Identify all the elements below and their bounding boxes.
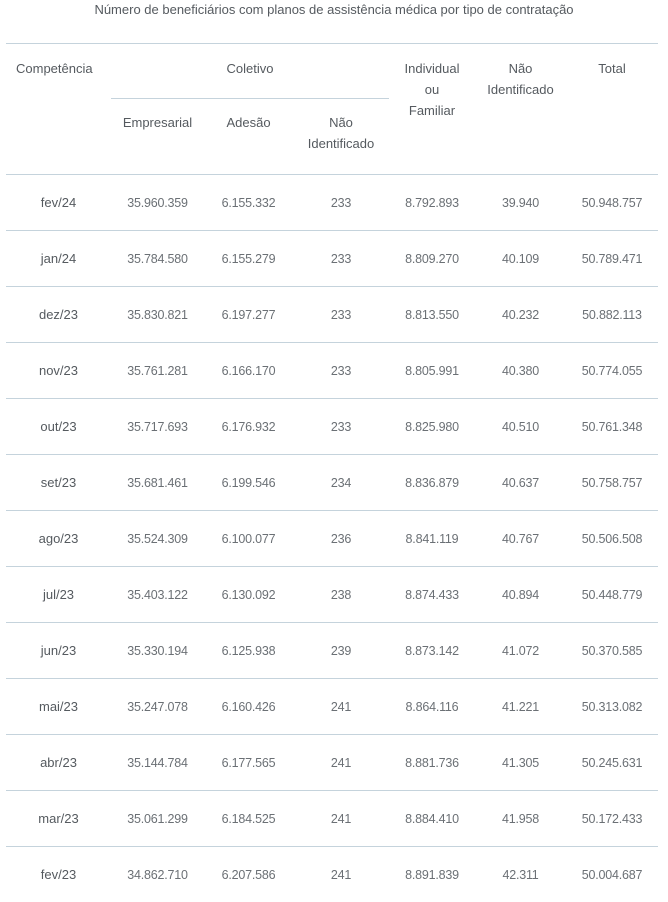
cell-nao-identificado: 39.940: [475, 175, 566, 231]
cell-adesao: 6.207.586: [204, 847, 293, 902]
cell-nao-identificado: 42.311: [475, 847, 566, 902]
table-row: [6, 287, 658, 343]
cell-adesao: 6.160.426: [204, 679, 293, 735]
cell-competencia: mai/23: [6, 679, 111, 735]
cell-total: 50.761.348: [566, 399, 658, 455]
cell-competencia: dez/23: [6, 287, 111, 343]
table-row: [6, 175, 658, 231]
cell-adesao: 6.197.277: [204, 287, 293, 343]
table-row: [6, 399, 658, 455]
cell-nao-identificado: 40.637: [475, 455, 566, 511]
cell-nao-identificado: 41.072: [475, 623, 566, 679]
cell-nao-identificado: 40.380: [475, 343, 566, 399]
cell-empresarial: 35.061.299: [111, 791, 204, 847]
cell-coletivo-nao-identificado: 241: [293, 791, 389, 847]
table-row: [6, 343, 658, 399]
cell-coletivo-nao-identificado: 239: [293, 623, 389, 679]
cell-individual-familiar: 8.792.893: [389, 175, 475, 231]
cell-adesao: 6.166.170: [204, 343, 293, 399]
cell-coletivo-nao-identificado: 234: [293, 455, 389, 511]
beneficiaries-table: [6, 43, 658, 902]
cell-total: 50.245.631: [566, 735, 658, 791]
cell-total: 50.758.757: [566, 455, 658, 511]
cell-individual-familiar: 8.874.433: [389, 567, 475, 623]
cell-individual-familiar: 8.873.142: [389, 623, 475, 679]
cell-adesao: 6.184.525: [204, 791, 293, 847]
cell-empresarial: 35.717.693: [111, 399, 204, 455]
table-row: [6, 455, 658, 511]
cell-adesao: 6.199.546: [204, 455, 293, 511]
cell-competencia: jun/23: [6, 623, 111, 679]
cell-individual-familiar: 8.884.410: [389, 791, 475, 847]
cell-empresarial: 34.862.710: [111, 847, 204, 902]
cell-nao-identificado: 40.510: [475, 399, 566, 455]
cell-nao-identificado: 41.305: [475, 735, 566, 791]
header-coletivo-nao-identificado: [293, 99, 389, 175]
cell-individual-familiar: 8.864.116: [389, 679, 475, 735]
cell-empresarial: 35.403.122: [111, 567, 204, 623]
cell-empresarial: 35.247.078: [111, 679, 204, 735]
cell-empresarial: 35.830.821: [111, 287, 204, 343]
cell-competencia: fev/23: [6, 847, 111, 902]
cell-total: 50.172.433: [566, 791, 658, 847]
table-row: [6, 231, 658, 287]
cell-coletivo-nao-identificado: 233: [293, 175, 389, 231]
cell-coletivo-nao-identificado: 233: [293, 343, 389, 399]
cell-coletivo-nao-identificado: 236: [293, 511, 389, 567]
cell-coletivo-nao-identificado: 241: [293, 847, 389, 902]
cell-nao-identificado: 40.109: [475, 231, 566, 287]
cell-individual-familiar: 8.809.270: [389, 231, 475, 287]
header-coletivo: Coletivo: [111, 44, 389, 99]
table-body: [6, 175, 658, 902]
cell-competencia: jan/24: [6, 231, 111, 287]
cell-competencia: nov/23: [6, 343, 111, 399]
header-total: Total: [566, 44, 658, 175]
table-row: [6, 847, 658, 902]
cell-individual-familiar: 8.841.119: [389, 511, 475, 567]
cell-individual-familiar: 8.836.879: [389, 455, 475, 511]
cell-empresarial: 35.960.359: [111, 175, 204, 231]
cell-individual-familiar: 8.825.980: [389, 399, 475, 455]
cell-competencia: set/23: [6, 455, 111, 511]
cell-adesao: 6.100.077: [204, 511, 293, 567]
cell-competencia: mar/23: [6, 791, 111, 847]
header-nao-identificado: [475, 44, 566, 175]
cell-total: 50.004.687: [566, 847, 658, 902]
cell-total: 50.789.471: [566, 231, 658, 287]
cell-nao-identificado: 40.767: [475, 511, 566, 567]
cell-total: 50.370.585: [566, 623, 658, 679]
cell-empresarial: 35.330.194: [111, 623, 204, 679]
cell-adesao: 6.130.092: [204, 567, 293, 623]
cell-adesao: 6.177.565: [204, 735, 293, 791]
header-nao-identificado-label: Não Identificado: [481, 58, 561, 100]
cell-empresarial: 35.761.281: [111, 343, 204, 399]
cell-total: 50.948.757: [566, 175, 658, 231]
header-coletivo-nao-identificado-label: Não Identificado: [301, 112, 381, 154]
cell-nao-identificado: 41.958: [475, 791, 566, 847]
table-row: [6, 511, 658, 567]
cell-coletivo-nao-identificado: 241: [293, 679, 389, 735]
cell-coletivo-nao-identificado: 233: [293, 231, 389, 287]
cell-competencia: abr/23: [6, 735, 111, 791]
cell-total: 50.882.113: [566, 287, 658, 343]
cell-competencia: out/23: [6, 399, 111, 455]
cell-empresarial: 35.524.309: [111, 511, 204, 567]
cell-total: 50.313.082: [566, 679, 658, 735]
cell-total: 50.448.779: [566, 567, 658, 623]
header-adesao: Adesão: [204, 99, 293, 175]
cell-competencia: ago/23: [6, 511, 111, 567]
table-row: [6, 679, 658, 735]
cell-individual-familiar: 8.881.736: [389, 735, 475, 791]
header-empresarial: Empresarial: [111, 99, 204, 175]
table-header: [6, 44, 658, 175]
table-row: [6, 791, 658, 847]
cell-coletivo-nao-identificado: 233: [293, 287, 389, 343]
cell-nao-identificado: 41.221: [475, 679, 566, 735]
cell-empresarial: 35.144.784: [111, 735, 204, 791]
header-individual-familiar: [389, 44, 475, 175]
cell-competencia: jul/23: [6, 567, 111, 623]
cell-adesao: 6.176.932: [204, 399, 293, 455]
cell-nao-identificado: 40.232: [475, 287, 566, 343]
cell-adesao: 6.125.938: [204, 623, 293, 679]
cell-coletivo-nao-identificado: 238: [293, 567, 389, 623]
header-individual-familiar-label: Individual ou Familiar: [401, 58, 463, 121]
table-row: [6, 623, 658, 679]
cell-adesao: 6.155.332: [204, 175, 293, 231]
cell-nao-identificado: 40.894: [475, 567, 566, 623]
table-row: [6, 567, 658, 623]
cell-competencia: fev/24: [6, 175, 111, 231]
cell-adesao: 6.155.279: [204, 231, 293, 287]
cell-total: 50.506.508: [566, 511, 658, 567]
cell-coletivo-nao-identificado: 233: [293, 399, 389, 455]
cell-empresarial: 35.784.580: [111, 231, 204, 287]
header-competencia: Competência: [6, 44, 111, 175]
cell-coletivo-nao-identificado: 241: [293, 735, 389, 791]
cell-empresarial: 35.681.461: [111, 455, 204, 511]
cell-individual-familiar: 8.891.839: [389, 847, 475, 902]
table-row: [6, 735, 658, 791]
cell-total: 50.774.055: [566, 343, 658, 399]
cell-individual-familiar: 8.813.550: [389, 287, 475, 343]
cell-individual-familiar: 8.805.991: [389, 343, 475, 399]
table-caption: Número de beneficiários com planos de assistência médica por tipo de contratação: [0, 0, 668, 24]
